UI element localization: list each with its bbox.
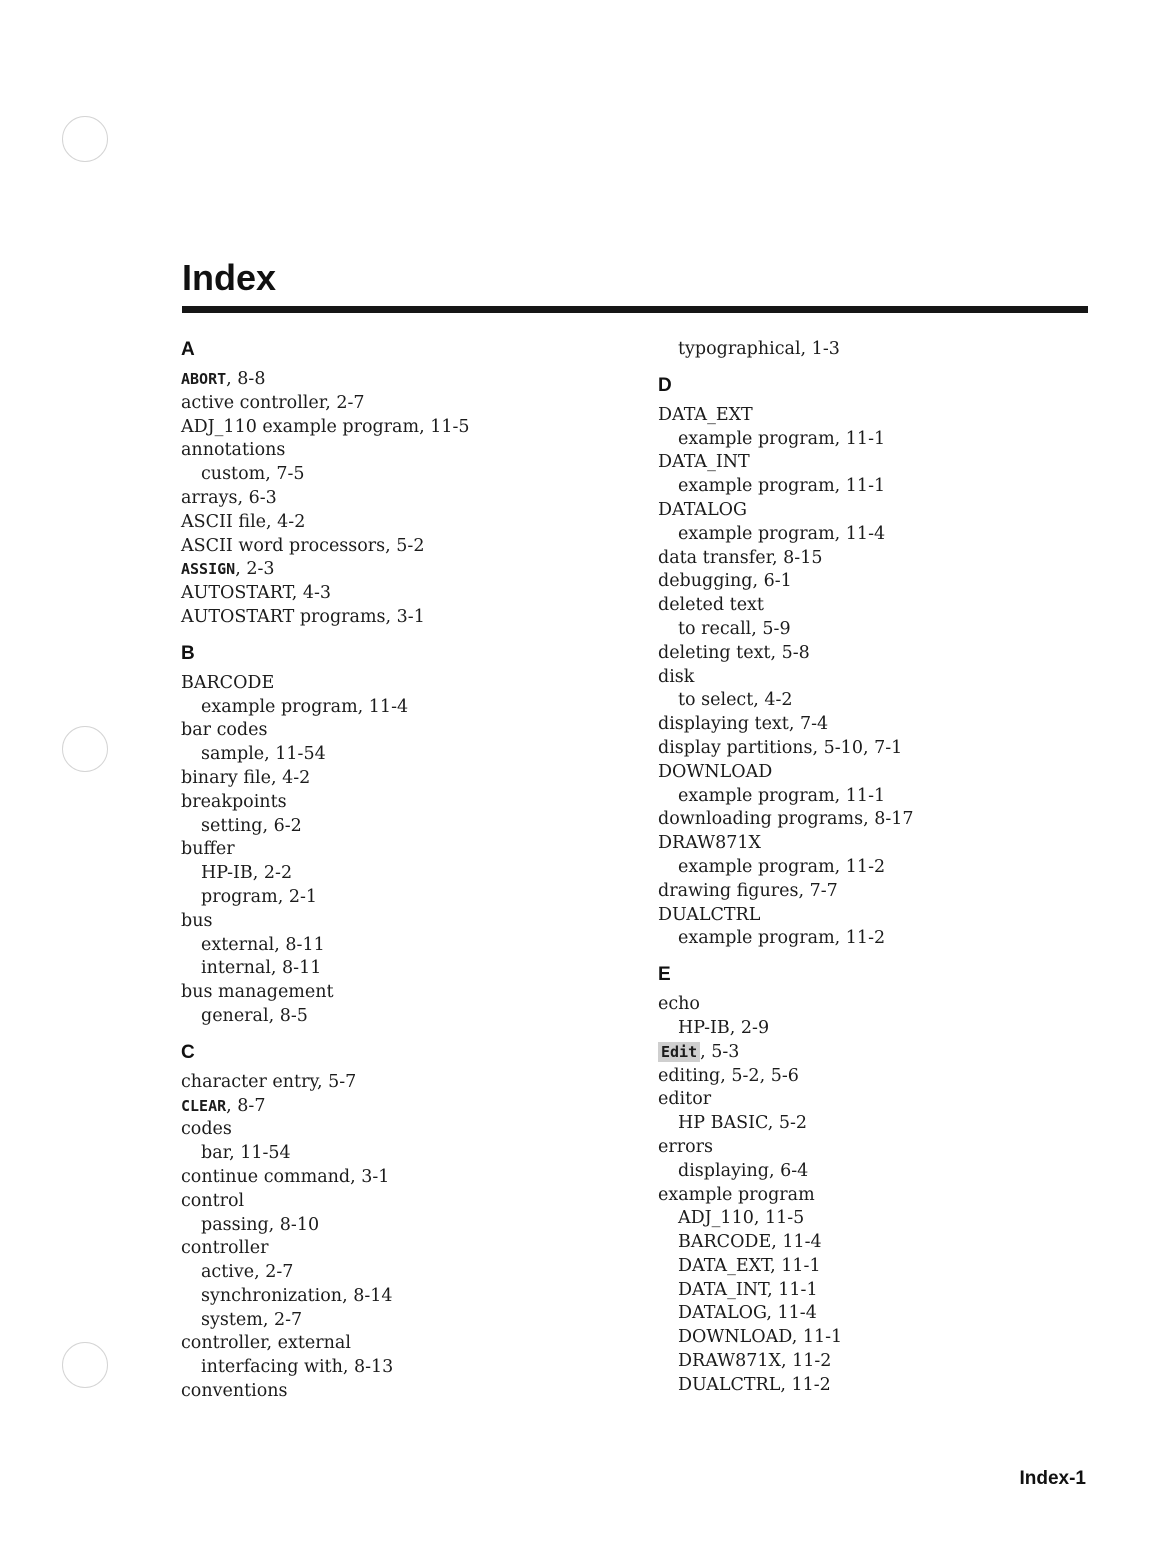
index-entry: controller, external	[181, 1333, 351, 1354]
index-entry: ADJ_110 example program, 11-5	[181, 416, 470, 437]
index-entry: bar codes	[181, 720, 268, 741]
index-entry: ASCII word processors, 5-2	[181, 535, 425, 556]
index-entry: DOWNLOAD	[658, 761, 773, 782]
index-entry	[181, 368, 621, 392]
index-subentry: example program, 11-1	[678, 785, 886, 806]
index-entry: AUTOSTART programs, 3-1	[181, 606, 425, 627]
index-subentry: DUALCTRL, 11-2	[678, 1374, 831, 1395]
page-number: Index-1	[1019, 1468, 1086, 1489]
index-letter-heading: E	[658, 964, 671, 986]
index-entry: control	[181, 1190, 245, 1211]
index-entry: arrays, 6-3	[181, 487, 277, 508]
index-entry: display partitions, 5-10, 7-1	[658, 737, 903, 758]
index-subentry: bar, 11-54	[201, 1143, 291, 1164]
index-entry: DRAW871X	[658, 833, 761, 854]
index-subentry: external, 8-11	[201, 934, 325, 955]
index-subentry: HP-IB, 2-2	[201, 863, 293, 884]
index-subentry: HP BASIC, 5-2	[678, 1113, 808, 1134]
index-entry: data transfer, 8-15	[658, 547, 823, 568]
index-entry: DATA_EXT	[658, 404, 753, 425]
index-entry: breakpoints	[181, 791, 287, 812]
index-subentry: displaying, 6-4	[678, 1160, 809, 1181]
index-entry: codes	[181, 1119, 232, 1140]
index-subentry: setting, 6-2	[201, 815, 302, 836]
entry-page-refs: , 8-7	[226, 1095, 266, 1116]
index-subentry: general, 8-5	[201, 1005, 308, 1026]
index-entry: AUTOSTART, 4-3	[181, 583, 332, 604]
index-subentry: custom, 7-5	[201, 464, 305, 485]
index-subentry: example program, 11-1	[678, 476, 886, 497]
index-entry: controller	[181, 1238, 269, 1259]
index-entry	[181, 1095, 621, 1119]
index-subentry: DATALOG, 11-4	[678, 1303, 817, 1324]
index-subentry: example program, 11-4	[201, 696, 409, 717]
index-entry: buffer	[181, 839, 235, 860]
index-subentry: DOWNLOAD, 11-1	[678, 1327, 843, 1348]
entry-page-refs: , 2-3	[235, 559, 275, 580]
index-letter-heading: B	[181, 642, 195, 664]
index-subentry: program, 2-1	[201, 886, 318, 907]
index-entry: DUALCTRL	[658, 904, 761, 925]
punch-hole-middle	[62, 726, 108, 772]
index-entry: bus	[181, 910, 213, 931]
index-subentry: active, 2-7	[201, 1262, 294, 1283]
index-entry: conventions	[181, 1381, 288, 1402]
index-column-right	[658, 338, 1098, 1398]
index-subentry: ADJ_110, 11-5	[678, 1208, 805, 1229]
index-subentry: synchronization, 8-14	[201, 1285, 393, 1306]
index-entry: editor	[658, 1089, 712, 1110]
index-subentry: passing, 8-10	[201, 1214, 320, 1235]
index-subentry: sample, 11-54	[201, 744, 326, 765]
index-letter-heading: C	[181, 1041, 195, 1063]
index-entry: BARCODE	[181, 672, 275, 693]
index-entry: editing, 5-2, 5-6	[658, 1065, 799, 1086]
index-subentry: internal, 8-11	[201, 958, 322, 979]
index-entry: downloading programs, 8-17	[658, 809, 914, 830]
index-subentry: DATA_EXT, 11-1	[678, 1255, 821, 1276]
index-subentry: example program, 11-2	[678, 856, 886, 877]
index-entry: displaying text, 7-4	[658, 714, 829, 735]
index-letter-heading: A	[181, 339, 195, 360]
keyword: ASSIGN	[181, 560, 236, 579]
index-subentry: system, 2-7	[201, 1309, 303, 1330]
index-entry: continue command, 3-1	[181, 1166, 390, 1187]
index-entry: drawing figures, 7-7	[658, 880, 838, 901]
index-entry	[658, 1041, 1098, 1065]
page-title: Index	[182, 257, 277, 298]
index-subentry: DRAW871X, 11-2	[678, 1351, 832, 1372]
index-entry: character entry, 5-7	[181, 1071, 357, 1092]
index-entry: disk	[658, 666, 695, 687]
index-column-left	[181, 338, 621, 1404]
index-entry: errors	[658, 1136, 713, 1157]
index-entry: binary file, 4-2	[181, 767, 311, 788]
index-subentry: typographical, 1-3	[678, 339, 840, 359]
index-subentry: interfacing with, 8-13	[201, 1357, 394, 1378]
index-entry: deleting text, 5-8	[658, 642, 810, 663]
index-entry: ASCII file, 4-2	[181, 511, 306, 532]
keyword: ABORT	[181, 370, 227, 388]
index-entry: echo	[658, 994, 700, 1015]
punch-hole-top	[62, 116, 108, 162]
index-entry	[181, 558, 621, 582]
keyword: CLEAR	[181, 1096, 227, 1115]
index-letter-heading: D	[658, 374, 672, 396]
index-entry: active controller, 2-7	[181, 392, 365, 413]
index-subentry: BARCODE, 11-4	[678, 1232, 822, 1253]
punch-hole-bottom	[62, 1342, 108, 1388]
index-entry: DATA_INT	[658, 452, 750, 473]
title-rule	[182, 306, 1088, 313]
index-subentry: to select, 4-2	[678, 690, 793, 711]
index-entry: debugging, 6-1	[658, 571, 792, 592]
index-entry: annotations	[181, 440, 286, 461]
index-subentry: to recall, 5-9	[678, 618, 791, 639]
index-entry: deleted text	[658, 595, 764, 616]
index-subentry: example program, 11-2	[678, 928, 886, 949]
entry-page-refs: , 5-3	[700, 1041, 740, 1062]
index-subentry: example program, 11-1	[678, 428, 886, 449]
index-entry: example program	[658, 1184, 815, 1205]
index-entry: bus management	[181, 982, 334, 1003]
index-subentry: DATA_INT, 11-1	[678, 1279, 818, 1300]
entry-page-refs: , 8-8	[226, 369, 266, 389]
index-subentry: HP-IB, 2-9	[678, 1017, 770, 1038]
index-subentry: example program, 11-4	[678, 523, 886, 544]
index-entry: DATALOG	[658, 499, 748, 520]
softkey-label: Edit	[658, 1042, 700, 1062]
